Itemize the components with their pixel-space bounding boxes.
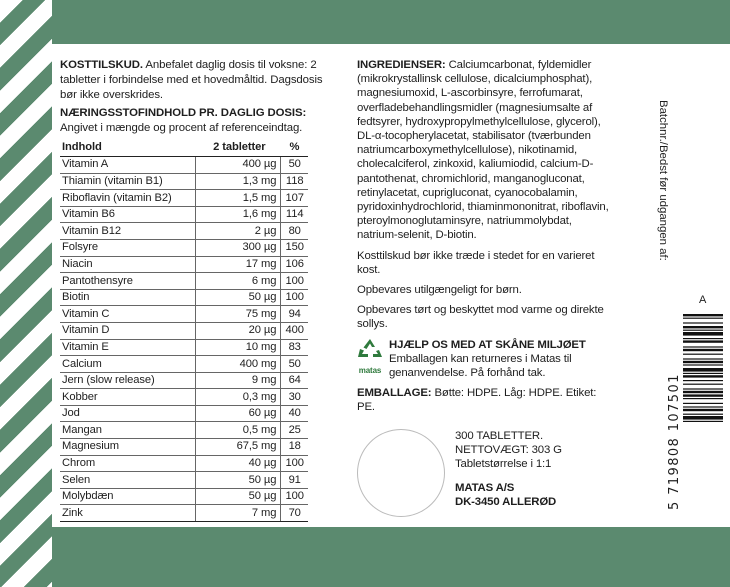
- nutrient-name: Magnesium: [60, 439, 195, 456]
- decorative-stripes: [0, 0, 52, 587]
- ingredients-paragraph: [357, 58, 615, 243]
- table-row: [60, 223, 308, 240]
- barcode-bar: [683, 332, 723, 336]
- recycle-icon: [357, 338, 383, 360]
- nutrient-amount: 75 mg: [195, 306, 281, 323]
- nutrient-amount: 50 µg: [195, 488, 281, 505]
- nutrient-percent: 114: [281, 206, 308, 223]
- barcode-bar: [683, 314, 723, 316]
- nutrition-table: [60, 140, 308, 522]
- table-row: [60, 273, 308, 290]
- nutrient-amount: 1,6 mg: [195, 206, 281, 223]
- table-row: [60, 173, 308, 190]
- barcode-bar: [683, 373, 723, 374]
- nutrient-name: Selen: [60, 472, 195, 489]
- nutrient-percent: 400: [281, 322, 308, 339]
- nutrient-name: Zink: [60, 505, 195, 522]
- barcode-bar: [683, 406, 723, 407]
- nutrient-amount: 67,5 mg: [195, 439, 281, 456]
- nutrient-percent: 83: [281, 339, 308, 356]
- table-row: [60, 190, 308, 207]
- nutrient-percent: 64: [281, 372, 308, 389]
- nutrient-amount: 1,5 mg: [195, 190, 281, 207]
- table-row: [60, 405, 308, 422]
- nutrient-name: Biotin: [60, 289, 195, 306]
- table-row: [60, 372, 308, 389]
- nutrient-amount: 6 mg: [195, 273, 281, 290]
- barcode-bar: [683, 394, 723, 396]
- nutrient-percent: 18: [281, 439, 308, 456]
- nutrient-percent: 100: [281, 273, 308, 290]
- tablet-size-note: Tabletstørrelse i 1:1: [455, 458, 552, 471]
- nutrient-amount: 400 mg: [195, 356, 281, 373]
- nutrient-name: Jern (slow release): [60, 372, 195, 389]
- nutrient-percent: 94: [281, 306, 308, 323]
- barcode-bar: [683, 318, 723, 319]
- left-column: [60, 58, 325, 522]
- barcode-bar: [683, 354, 723, 355]
- batch-label: Batchnr./Bedst før udgangen af:: [657, 100, 669, 261]
- nutrient-percent: 50: [281, 356, 308, 373]
- barcode-bar: [683, 322, 723, 323]
- column-header-amount: 2 tabletter: [195, 140, 281, 157]
- right-column: [635, 44, 730, 527]
- recycle-heading: HJÆLP OS MED AT SKÅNE MILJØET: [389, 338, 586, 351]
- barcode-bar: [683, 384, 723, 385]
- table-row: [60, 389, 308, 406]
- barcode-bar: [683, 409, 723, 411]
- children-warning: Opbevares utilgængeligt for børn.: [357, 284, 522, 297]
- nutrient-name: Kobber: [60, 389, 195, 406]
- nutrient-name: Vitamin C: [60, 306, 195, 323]
- nutrient-name: Molybdæn: [60, 488, 195, 505]
- middle-column: [357, 58, 615, 517]
- barcode-bar: [683, 416, 723, 420]
- barcode: [683, 314, 723, 514]
- net-weight: NETTOVÆGT: 303 G: [455, 443, 562, 456]
- nutrient-percent: 50: [281, 156, 308, 173]
- table-row: [60, 339, 308, 356]
- table-row: [60, 505, 308, 522]
- supplement-title: KOSTTILSKUD.: [60, 59, 143, 71]
- barcode-bar: [683, 346, 723, 347]
- barcode-bar: [683, 364, 723, 365]
- nutrient-name: Calcium: [60, 356, 195, 373]
- nutrition-table-body: [60, 156, 308, 521]
- nutrient-percent: 80: [281, 223, 308, 240]
- nutrient-percent: 107: [281, 190, 308, 207]
- diet-warning: Kosttilskud bør ikke træde i stedet for en varieret kost.: [357, 249, 595, 276]
- nutrient-percent: 150: [281, 239, 308, 256]
- storage-warning: Opbevares tørt og beskyttet mod varme og direkte sollys.: [357, 304, 604, 331]
- nutrient-percent: 100: [281, 455, 308, 472]
- manufacturer-address: DK-3450 ALLERØD: [455, 496, 557, 509]
- tablet-size-section: [357, 429, 615, 517]
- barcode-bar: [683, 340, 723, 342]
- matas-logo-word: matas: [358, 365, 382, 375]
- tablet-count: 300 TABLETTER.: [455, 429, 544, 442]
- table-row: [60, 289, 308, 306]
- manufacturer-name: MATAS A/S: [455, 482, 515, 495]
- barcode-bar: [683, 368, 723, 372]
- packaging-text: Bøtte: HDPE. Låg: HDPE. Etiket: PE.: [357, 387, 597, 414]
- barcode-number: 5 719808 107501: [667, 373, 682, 510]
- nutrient-name: Thiamin (vitamin B1): [60, 173, 195, 190]
- nutrient-name: Jod: [60, 405, 195, 422]
- nutrient-amount: 17 mg: [195, 256, 281, 273]
- barcode-bar: [683, 349, 723, 351]
- recycle-logo: [357, 338, 383, 378]
- nutrient-percent: 100: [281, 289, 308, 306]
- nutrient-amount: 7 mg: [195, 505, 281, 522]
- nutrient-amount: 9 mg: [195, 372, 281, 389]
- tablet-size-circle: [357, 429, 445, 517]
- nutrition-subheading: Angivet i mængde og procent af referenceindtag.: [60, 122, 303, 135]
- nutrient-amount: 1,3 mg: [195, 173, 281, 190]
- table-row: [60, 472, 308, 489]
- nutrient-amount: 20 µg: [195, 322, 281, 339]
- nutrient-name: Vitamin A: [60, 156, 195, 173]
- packaging-paragraph: [357, 386, 615, 414]
- column-header-percent: %: [281, 140, 308, 157]
- nutrient-amount: 10 mg: [195, 339, 281, 356]
- nutrient-name: Pantothensyre: [60, 273, 195, 290]
- nutrient-amount: 50 µg: [195, 289, 281, 306]
- nutrient-percent: 70: [281, 505, 308, 522]
- nutrient-percent: 40: [281, 405, 308, 422]
- top-band: [52, 0, 730, 44]
- nutrient-name: Vitamin B6: [60, 206, 195, 223]
- nutrient-amount: 40 µg: [195, 455, 281, 472]
- table-row: [60, 256, 308, 273]
- table-row: [60, 356, 308, 373]
- nutrient-name: Chrom: [60, 455, 195, 472]
- nutrient-name: Vitamin B12: [60, 223, 195, 240]
- nutrient-percent: 30: [281, 389, 308, 406]
- recycle-text-block: [389, 338, 615, 381]
- barcode-bar: [683, 375, 723, 377]
- recycle-text: Emballagen kan returneres i Matas til genanvendelse. På forhånd tak.: [389, 352, 572, 380]
- barcode-bar: [683, 421, 723, 422]
- barcode-bar: [683, 414, 723, 415]
- barcode-bar: [683, 358, 723, 359]
- barcode-bar: [683, 388, 723, 389]
- nutrient-amount: 0,3 mg: [195, 389, 281, 406]
- nutrient-amount: 60 µg: [195, 405, 281, 422]
- table-row: [60, 439, 308, 456]
- nutrient-percent: 25: [281, 422, 308, 439]
- packaging-label: EMBALLAGE:: [357, 387, 432, 400]
- nutrient-name: Niacin: [60, 256, 195, 273]
- barcode-letter: A: [699, 294, 707, 306]
- table-row: [60, 206, 308, 223]
- nutrient-amount: 0,5 mg: [195, 422, 281, 439]
- nutrient-amount: 400 µg: [195, 156, 281, 173]
- barcode-bar: [683, 361, 723, 363]
- nutrient-name: Riboflavin (vitamin B2): [60, 190, 195, 207]
- table-row: [60, 455, 308, 472]
- barcode-bar: [683, 326, 723, 328]
- nutrition-heading: NÆRINGSSTOFINDHOLD PR. DAGLIG DOSIS:: [60, 107, 307, 120]
- barcode-bar: [683, 338, 723, 339]
- nutrient-percent: 100: [281, 488, 308, 505]
- bottom-band: [52, 527, 730, 587]
- barcode-bar: [683, 398, 723, 399]
- table-row: [60, 488, 308, 505]
- table-row: [60, 306, 308, 323]
- table-row: [60, 156, 308, 173]
- nutrient-name: Folsyre: [60, 239, 195, 256]
- barcode-bar: [683, 391, 723, 393]
- nutrient-amount: 300 µg: [195, 239, 281, 256]
- ingredients-label: INGREDIENSER:: [357, 59, 446, 71]
- barcode-bar: [683, 330, 723, 331]
- supplement-dosage: Anbefalet daglig dosis til voksne: 2 tabletter i forbindelse med et hovedmåltid. Dagsdosis bør ikke overskrides.: [60, 59, 323, 101]
- nutrient-amount: 2 µg: [195, 223, 281, 240]
- product-label: [52, 44, 730, 527]
- nutrient-name: Vitamin E: [60, 339, 195, 356]
- contents-info: [455, 429, 562, 517]
- nutrient-name: Mangan: [60, 422, 195, 439]
- nutrient-percent: 118: [281, 173, 308, 190]
- barcode-bar: [683, 403, 723, 404]
- table-row: [60, 239, 308, 256]
- column-header-content: Indhold: [60, 140, 195, 157]
- nutrient-percent: 106: [281, 256, 308, 273]
- table-row: [60, 322, 308, 339]
- barcode-bar: [683, 380, 723, 381]
- ingredients-text: Calciumcarbonat, fyldemidler (mikrokrystallinsk cellulose, dicalciumphosphat), magnesiumoxid, L-ascorbinsyre, ferrofumarat, overfladebehandlingsmidler (magnesiumsalte af fedtsyrer, hydroxypropylmethylcellulose, glycerol), DL-α-tocopherylacetat, stabilisator (tværbunden natriumcarboxymethylcellulose), nikotinamid, cholecalciferol, zinkoxid, kaliumiodid, calcium-D-pantothenat, chromichlorid, manganogluconat, retinylacetat, cuprigluconat, cyanocobalamin, pyridoxinhydrochlorid, thiaminmononitrat, riboflavin, pteroylmonoglutaminsyre, natriummolybdat, natrium-selenit, D-biotin.: [357, 59, 609, 242]
- supplement-intro: [60, 58, 325, 102]
- recycle-section: [357, 338, 615, 381]
- nutrient-amount: 50 µg: [195, 472, 281, 489]
- table-header-row: [60, 140, 308, 157]
- nutrient-name: Vitamin D: [60, 322, 195, 339]
- table-row: [60, 422, 308, 439]
- nutrient-percent: 91: [281, 472, 308, 489]
